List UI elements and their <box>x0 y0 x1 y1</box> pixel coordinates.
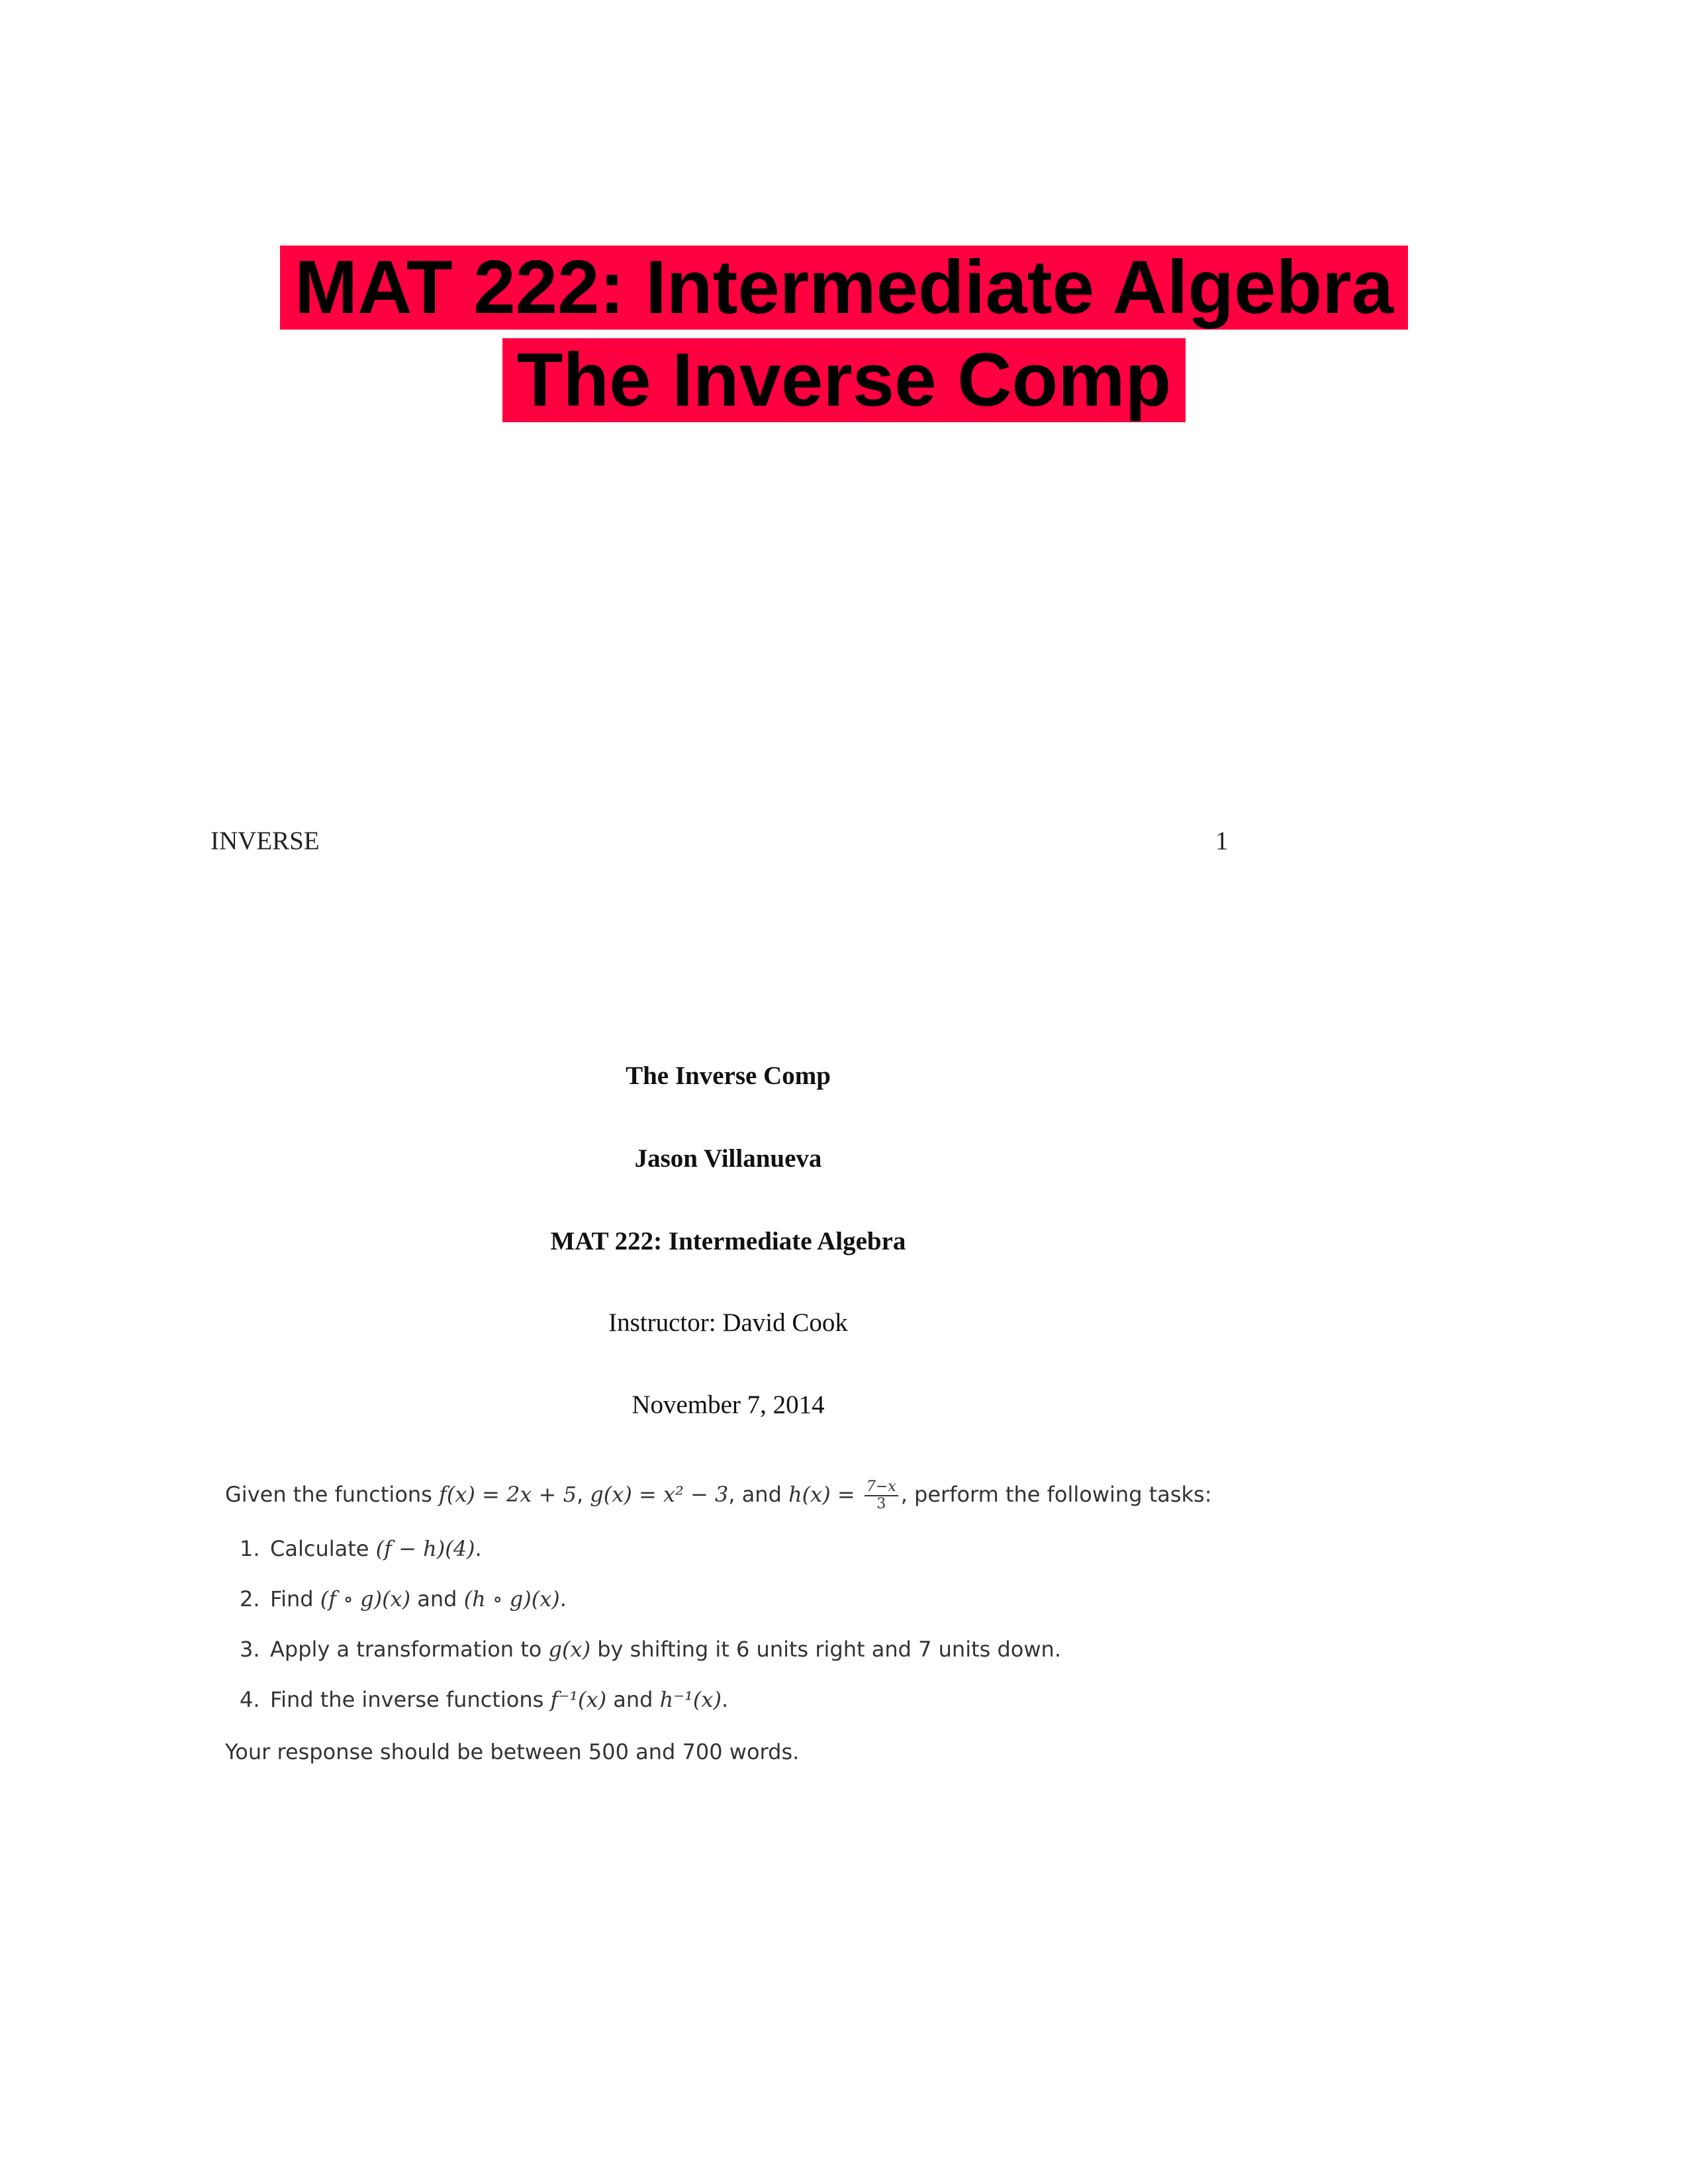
list-item <box>240 1674 1284 1725</box>
task-math: (h ∘ g)(x) <box>463 1586 560 1612</box>
h-definition-lhs: h(x) = <box>788 1482 862 1507</box>
page-number: 1 <box>1215 827 1229 855</box>
paper-title: The Inverse Comp <box>626 1062 831 1090</box>
task-text: . <box>559 1586 567 1612</box>
task-text: Find <box>270 1586 320 1612</box>
list-item <box>240 1574 1284 1624</box>
task-text: Calculate <box>270 1536 376 1561</box>
banner-title <box>225 242 1463 427</box>
task-text: and <box>606 1687 660 1712</box>
word-count-note: Your response should be between 500 and 700 words. <box>225 1739 800 1764</box>
banner-title-text: MAT 222: Intermediate Algebra The Inverse Comp <box>280 246 1408 422</box>
task-text: by shifting it 6 units right and 7 units down. <box>590 1637 1061 1662</box>
running-head: INVERSE <box>211 827 320 855</box>
task-math: f⁻¹(x) <box>550 1687 607 1712</box>
instructor-line: Instructor: David Cook <box>608 1308 848 1337</box>
task-number: 1. <box>240 1536 260 1561</box>
task-text: . <box>475 1536 482 1561</box>
date-line: November 7, 2014 <box>632 1390 825 1419</box>
task-text: and <box>410 1586 464 1612</box>
f-definition: f(x) = 2x + 5 <box>439 1482 577 1507</box>
task-text: Apply a transformation to <box>270 1637 549 1662</box>
assignment-prompt <box>225 1475 1284 1764</box>
task-text: . <box>721 1687 729 1712</box>
g-definition: g(x) = x² − 3 <box>590 1482 729 1507</box>
task-math: (f − h)(4) <box>375 1536 475 1561</box>
task-number: 3. <box>240 1637 260 1662</box>
task-math: (f ∘ g)(x) <box>320 1586 411 1612</box>
list-item <box>240 1624 1284 1674</box>
task-text: Find the inverse functions <box>270 1687 551 1712</box>
task-list <box>225 1524 1284 1725</box>
task-math: g(x) <box>548 1637 591 1662</box>
separator: , and <box>728 1482 789 1507</box>
prompt-intro <box>225 1475 1284 1514</box>
course-name: MAT 222: Intermediate Algebra <box>550 1227 906 1255</box>
author-name: Jason Villanueva <box>634 1144 822 1173</box>
h-fraction-numerator: 7−x <box>865 1479 898 1496</box>
intro-text: Given the functions <box>225 1482 440 1507</box>
h-fraction <box>865 1479 898 1512</box>
list-item <box>240 1524 1284 1574</box>
task-number: 4. <box>240 1687 260 1712</box>
separator: , <box>576 1482 590 1507</box>
h-fraction-denominator: 3 <box>876 1496 886 1512</box>
task-number: 2. <box>240 1586 260 1612</box>
intro-text-end: , perform the following tasks: <box>900 1482 1212 1507</box>
task-math: h⁻¹(x) <box>659 1687 722 1712</box>
